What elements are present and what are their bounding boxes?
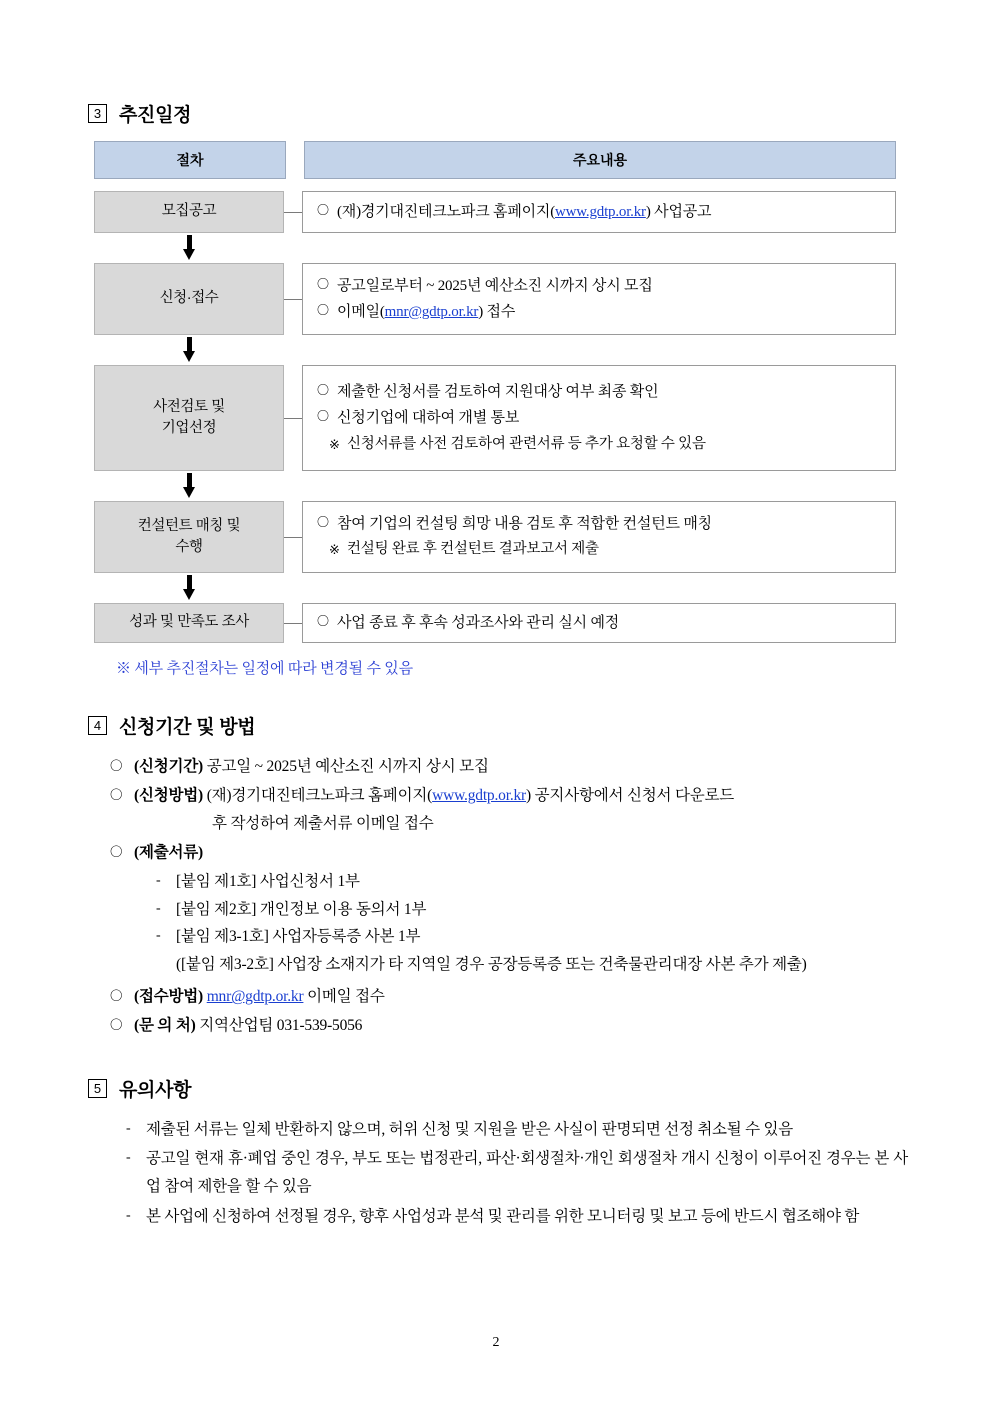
item-label: (문 의 처) [134, 1016, 196, 1034]
section-title: 유의사항 [119, 1079, 192, 1101]
bullet-circle-icon: 〇 [317, 303, 329, 317]
list-item-submission [110, 983, 908, 1012]
sublist-item-text-continued: ([붙임 제3-2호] 사업장 소재지가 타 지역일 경우 공장등록증 또는 건축물관리대장 사본 추가 제출) [176, 956, 807, 974]
flow-arrow-4 [94, 573, 284, 603]
note-marker-icon: ※ [329, 542, 340, 558]
step-box-prereview-selection [94, 365, 284, 471]
bullet-circle-icon: 〇 [110, 759, 123, 773]
step-box-consultant-matching [94, 501, 284, 573]
list-item-body [134, 1012, 908, 1041]
section-heading-notices [88, 1075, 908, 1102]
bullet-circle-icon: 〇 [110, 989, 123, 1004]
item-text-pre: (재)경기대진테크노파크 홈페이지( [203, 786, 433, 804]
list-item-method [110, 782, 908, 839]
sublist-item-text: [붙임 제3-1호] 사업자등록증 사본 1부 [176, 928, 421, 946]
step-box-performance-survey: 성과 및 만족도 조사 [94, 603, 284, 643]
flow-row [94, 603, 896, 643]
schedule-flow-table [94, 141, 896, 678]
documents-sublist [156, 868, 908, 980]
detail-text: 참여 기업의 컨설팅 희망 내용 검토 후 적합한 컨설턴트 매칭 [337, 516, 712, 533]
detail-note-text: 컨설팅 완료 후 컨설턴트 결과보고서 제출 [347, 541, 599, 558]
submission-email-link[interactable]: mnr@gdtp.or.kr [206, 988, 304, 1006]
detail-line [317, 299, 881, 325]
step-label-line1: 컨설턴트 매칭 및 [137, 517, 241, 534]
item-label: (신청기간) [134, 758, 204, 775]
step-box-application: 신청·접수 [94, 263, 284, 335]
flow-arrow-2 [94, 335, 284, 365]
bullet-circle-icon: 〇 [317, 383, 329, 398]
flow-arrow-3 [94, 471, 284, 501]
dash-marker-icon: - [156, 928, 161, 944]
detail-note-line [317, 537, 881, 562]
notice-item [126, 1203, 908, 1231]
bullet-circle-icon: 〇 [110, 787, 123, 802]
bullet-circle-icon: 〇 [110, 845, 123, 860]
detail-text: 사업 종료 후 후속 성과조사와 관리 실시 예정 [337, 614, 620, 631]
notice-item [126, 1145, 908, 1201]
detail-text-pre: (재)경기대진테크노파크 홈페이지( [337, 203, 555, 220]
flow-arrow-1 [94, 233, 284, 263]
section-heading-schedule [88, 100, 908, 127]
item-text: 공고일 ~ 2025년 예산소진 시까지 상시 모집 [203, 758, 489, 775]
flow-row [94, 365, 896, 471]
bullet-circle-icon: 〇 [317, 613, 329, 628]
application-list [110, 753, 908, 1041]
flow-row [94, 191, 896, 233]
bullet-circle-icon: 〇 [110, 1017, 123, 1032]
arrow-down-icon [183, 235, 196, 261]
dash-marker-icon: - [156, 900, 161, 916]
bullet-circle-icon: 〇 [317, 276, 329, 291]
section-number: 4 [88, 716, 107, 735]
section-title: 신청기간 및 방법 [119, 717, 256, 738]
bullet-circle-icon: 〇 [317, 515, 329, 530]
detail-line [317, 511, 881, 537]
detail-text: 신청기업에 대하여 개별 통보 [337, 410, 520, 427]
section-number: 3 [88, 104, 107, 123]
sublist-item-text: [붙임 제2호] 개인정보 이용 동의서 1부 [176, 900, 427, 918]
detail-line [317, 610, 881, 636]
detail-text-pre: 이메일( [337, 304, 385, 320]
schedule-footnote: ※ 세부 추진절차는 일정에 따라 변경될 수 있음 [116, 661, 413, 677]
step-box-recruitment-notice: 모집공고 [94, 191, 284, 233]
detail-box-consultant-matching [302, 501, 896, 573]
step-label-line2: 기업선정 [161, 420, 217, 436]
step-label-line1: 사전검토 및 [153, 398, 225, 415]
row-connector-dash [284, 212, 302, 213]
notices-list [126, 1116, 908, 1232]
detail-text [337, 299, 881, 325]
notice-text: 제출된 서류는 일체 반환하지 않으며, 허위 신청 및 지원을 받은 사실이 판명되면 선정 취소될 수 있음 [146, 1120, 793, 1138]
sublist-item-form3 [156, 923, 908, 979]
arrow-down-icon [183, 337, 196, 363]
header-procedure: 절차 [94, 141, 286, 179]
arrow-down-icon [183, 575, 196, 601]
note-marker-icon: ※ [329, 436, 340, 452]
flow-table-header [94, 141, 896, 179]
detail-line [317, 379, 881, 405]
detail-text: 제출한 신청서를 검토하여 지원대상 여부 최종 확인 [337, 384, 659, 401]
item-label: (접수방법) [134, 988, 204, 1006]
item-label: (신청방법) [134, 786, 204, 804]
notice-text: 공고일 현재 휴·폐업 중인 경우, 부도 또는 법정관리, 파산·회생절차·개인 회생절차 개시 신청이 이루어진 경우는 본 사업 참여 제한을 할 수 있음 [146, 1150, 908, 1196]
list-item-period [110, 753, 908, 782]
detail-box-application [302, 263, 896, 335]
row-connector-dash [284, 537, 302, 538]
step-label [153, 397, 225, 439]
sublist-item-text: [붙임 제1호] 사업신청서 1부 [176, 872, 360, 890]
bullet-circle-icon: 〇 [317, 202, 329, 217]
detail-box-prereview-selection [302, 365, 896, 471]
section-notices [88, 1075, 908, 1232]
notice-text: 본 사업에 신청하여 선정될 경우, 향후 사업성과 분석 및 관리를 위한 모니터링 및 보고 등에 반드시 협조해야 함 [146, 1208, 860, 1226]
item-text-post: ) 공지사항에서 신청서 다운로드 [526, 786, 735, 804]
gdtp-homepage-link[interactable]: www.gdtp.or.kr [432, 786, 527, 804]
sublist-item-body [176, 923, 908, 979]
item-text: 지역산업팀 031-539-5056 [195, 1016, 363, 1034]
detail-text [337, 199, 881, 225]
flow-row [94, 263, 896, 335]
list-item-documents [110, 839, 908, 868]
row-connector-dash [284, 623, 302, 624]
dash-marker-icon: - [156, 872, 161, 888]
detail-line [317, 273, 881, 299]
row-connector-dash [284, 418, 302, 419]
list-item-body [134, 839, 908, 868]
page-number: 2 [492, 1335, 500, 1350]
detail-text-post: ) 접수 [478, 304, 516, 320]
step-label [138, 516, 241, 558]
flow-row [94, 501, 896, 573]
detail-box-recruitment-notice [302, 191, 896, 233]
application-email-link[interactable]: mnr@gdtp.or.kr [384, 304, 479, 320]
dash-marker-icon: - [126, 1208, 131, 1224]
list-item-body [134, 782, 908, 839]
detail-note-text: 신청서류를 사전 검토하여 관련서류 등 추가 요청할 수 있음 [347, 435, 706, 452]
page-content [88, 100, 908, 1233]
detail-box-performance-survey [302, 603, 896, 643]
sublist-item-form1 [156, 868, 908, 896]
step-label-line2: 수행 [175, 539, 203, 555]
gdtp-homepage-link[interactable]: www.gdtp.or.kr [555, 203, 646, 220]
notice-item [126, 1116, 908, 1144]
sublist-item-form2 [156, 896, 908, 924]
detail-text: 공고일로부터 ~ 2025년 예산소진 시까지 상시 모집 [337, 277, 653, 294]
list-item-body [134, 983, 908, 1012]
dash-marker-icon: - [126, 1120, 131, 1136]
item-text-post: 이메일 접수 [303, 988, 385, 1006]
row-connector-dash [284, 299, 302, 300]
list-item-contact [110, 1012, 908, 1041]
item-label: (제출서류) [134, 844, 204, 862]
arrow-down-icon [183, 473, 196, 499]
detail-line [317, 199, 881, 225]
list-item-body [134, 753, 908, 782]
detail-note-line [317, 432, 881, 457]
item-text-second-line: 후 작성하여 제출서류 이메일 접수 [212, 815, 434, 833]
section-application [88, 712, 908, 1041]
detail-line [317, 405, 881, 431]
section-number: 5 [88, 1079, 107, 1098]
detail-text-post: ) 사업공고 [645, 203, 712, 220]
bullet-circle-icon: 〇 [317, 409, 329, 424]
dash-marker-icon: - [126, 1150, 131, 1166]
header-details: 주요내용 [304, 141, 896, 179]
section-heading-application [88, 712, 908, 739]
section-title: 추진일정 [119, 105, 192, 126]
